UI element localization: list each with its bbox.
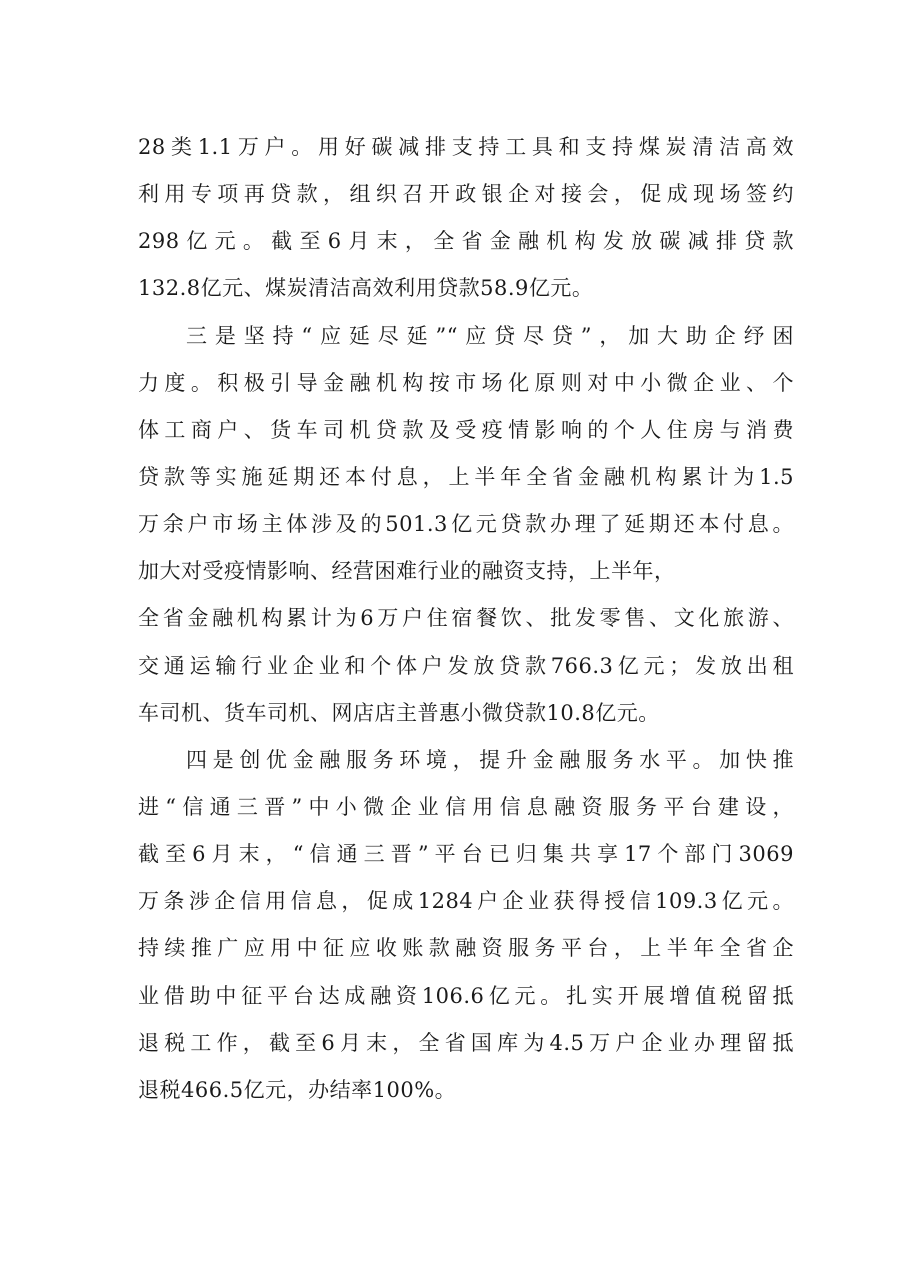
text-line: 利用专项再贷款，组织召开政银企对接会，促成现场签约 — [138, 182, 794, 207]
text-line: 132.8亿元、煤炭清洁高效利用贷款58.9亿元。 — [138, 276, 594, 301]
text-line: 贷款等实施延期还本付息，上半年全省金融机构累计为1.5 — [138, 464, 794, 489]
text-line: 加大对受疫情影响、经营困难行业的融资支持，上半年， — [138, 559, 676, 584]
text-line: 三是坚持“应延尽延”“应贷尽贷”，加大助企纾困 — [186, 323, 794, 348]
text-line: 体工商户、货车司机贷款及受疫情影响的个人住房与消费 — [138, 417, 794, 442]
paragraph-2 — [138, 313, 794, 737]
text-line: 业借助中征平台达成融资106.6亿元。扎实开展增值税留抵 — [138, 983, 794, 1008]
text-line: 退税466.5亿元，办结率100%。 — [138, 1077, 457, 1102]
text-line: 四是创优金融服务环境，提升金融服务水平。加快推 — [186, 747, 794, 772]
text-line: 持续推广应用中征应收账款融资服务平台，上半年全省企 — [138, 936, 794, 961]
text-line: 万条涉企信用信息，促成1284户企业获得授信109.3亿元。 — [138, 889, 794, 914]
paragraph-1 — [138, 124, 794, 313]
text-line: 进“信通三晋”中小微企业信用信息融资服务平台建设， — [138, 794, 794, 819]
document-body — [138, 124, 794, 1114]
text-line: 车司机、货车司机、网店店主普惠小微贷款10.8亿元。 — [138, 700, 660, 725]
text-line: 退税工作，截至6月末，全省国库为4.5万户企业办理留抵 — [138, 1030, 794, 1055]
text-line: 全省金融机构累计为6万户住宿餐饮、批发零售、文化旅游、 — [138, 606, 794, 631]
text-line: 28类1.1万户。用好碳减排支持工具和支持煤炭清洁高效 — [138, 135, 794, 159]
paragraph-3 — [138, 737, 794, 1114]
text-line: 截至6月末，“信通三晋”平台已归集共享17个部门3069 — [138, 842, 794, 867]
text-line: 298亿元。截至6月末，全省金融机构发放碳减排贷款 — [138, 229, 794, 254]
text-line: 交通运输行业企业和个体户发放贷款766.3亿元；发放出租 — [138, 653, 794, 678]
text-line: 万余户市场主体涉及的501.3亿元贷款办理了延期还本付息。 — [138, 512, 794, 537]
text-line: 力度。积极引导金融机构按市场化原则对中小微企业、个 — [138, 370, 794, 395]
